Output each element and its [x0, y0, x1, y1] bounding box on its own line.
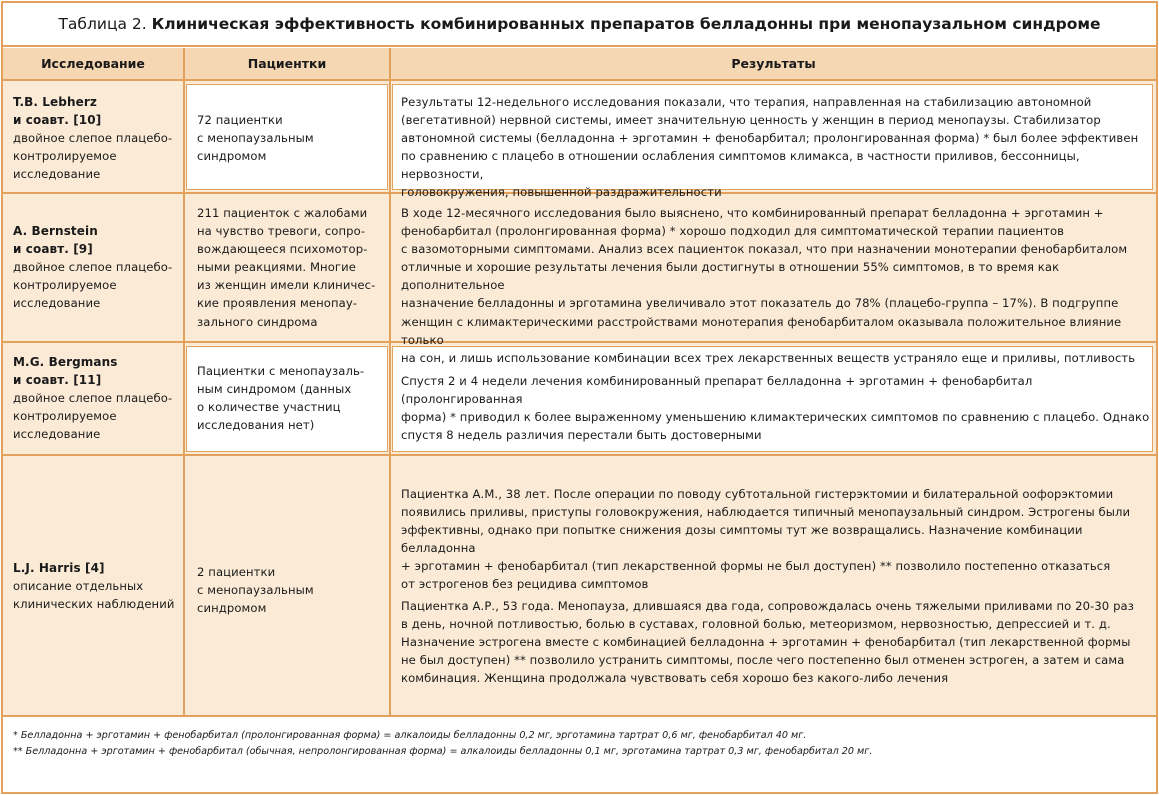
results-cell: В ходе 12-месячного исследования было выяснено, что комбинированный препарат белладонна + эрготамин + фенобарбитал (пролонгированная форма) * хорошо подходил для симптоматической терапии пациентов с вазомоторными симптомами. Анализ всех пациенток показал, что при назначении монотерапии фенобарбиталом отличные и хорошие результаты лечения были достигнуты в отношении 55% симптомов, в то время как дополнительное назначение белладонны и эрготамина увеличивало этот показатель до 78% (плацебо-группа – 17%). В подгруппе женщин с климактерическими расстройствами монотерапия фенобарбиталом оказывала положительное влияние только на сон, и лишь использование комбинации всех трех лекарственных веществ устраняло еще и приливы, потливость	[401, 206, 1136, 365]
study-name: M.G. Bergmans и соавт. [11]	[13, 355, 118, 388]
study-type: двойное слепое плацебо- контролируемое исследование	[13, 391, 173, 442]
column-divider	[389, 48, 391, 715]
footnote: * Белладонна + эрготамин + фенобарбитал (пролонгированная форма) = алкалоиды белладонны 0,2 мг, эрготамина тартрат 0,6 мг, фенобарбитал 40 мг.	[13, 730, 807, 741]
header-results: Результаты	[731, 56, 816, 71]
study-cell	[13, 353, 181, 443]
results-cell: Пациентка А.М., 38 лет. После операции по поводу субтотальной гистерэктомии и билатеральной оофорэктомии появились приливы, приступы головокружения, наблюдается типичный менопаузальный синдром. Эстрогены были эффективны, однако при попытке снижения дозы симптомы тут же возвращались. Назначение комбинации белладонна + эрготамин + фенобарбитал (тип лекарственной формы не был доступен) ** позволило постепенно отказаться от эстрогенов без рецидива симптомов	[401, 487, 1131, 592]
patients-cell: 72 пациентки с менопаузальным синдромом	[197, 113, 314, 164]
study-type: двойное слепое плацебо- контролируемое исследование	[13, 260, 173, 311]
table-caption	[3, 3, 1156, 45]
study-name: L.J. Harris [4]	[13, 561, 105, 575]
results-cell-second: Пациентка А.Р., 53 года. Менопауза, длившаяся два года, сопровождалась очень тяжелыми приливами по 20-30 раз в день, ночной потливостью, болью в суставах, головной болью, метеоризмом, нервозностью, депрессией и т. д. Назначение эстрогена вместе с комбинацией белладонна + эрготамин + фенобарбитал (тип лекарственной формы не был доступен) ** позволило устранить симптомы, после чего постепенно был отменен эстроген, а затем и сама комбинация. Женщина продолжала чувствовать себя хорошо без какого-либо лечения	[401, 599, 1135, 686]
divider	[3, 715, 1156, 717]
footnote: ** Белладонна + эрготамин + фенобарбитал (обычная, непролонгированная форма) = алкалоиды белладонны 0,1 мг, эрготамина тартрат 0,3 мг, фенобарбитал 20 мг.	[13, 746, 873, 757]
study-type: двойное слепое плацебо- контролируемое исследование	[13, 131, 173, 182]
header-study: Исследование	[41, 56, 145, 71]
caption-title: Клиническая эффективность комбинированных препаратов белладонны при менопаузальном синдроме	[151, 15, 1101, 33]
study-cell	[13, 222, 181, 312]
study-cell	[13, 559, 181, 613]
study-name: T.B. Lebherz и соавт. [10]	[13, 95, 102, 128]
table-header-row	[3, 48, 1156, 79]
results-cell: Результаты 12-недельного исследования показали, что терапия, направленная на стабилизацию автономной (вегетативной) нервной системы, имеет значительную ценность у женщин в период менопаузы. Стабилизатор автономной системы (белладонна + эрготамин + фенобарбитал; пролонгированная форма) * был более эффективен по сравнению с плацебо в отношении ослабления симптомов климакса, в частности приливов, бессонницы, нервозности, головокружения, повышенной раздражительности	[401, 95, 1139, 200]
patients-cell: 211 пациенток с жалобами на чувство тревоги, сопро- вождающееся психомотор- ными реакциями. Многие из женщин имели клиничес- кие проявления менопау- зального синдрома	[197, 206, 376, 329]
study-cell	[13, 93, 181, 183]
column-divider	[183, 48, 185, 715]
study-name: A. Bernstein и соавт. [9]	[13, 224, 98, 257]
header-patients: Пациентки	[247, 56, 327, 71]
patients-cell: Пациентки с менопаузаль- ным синдромом (данных о количестве участниц исследования нет)	[197, 364, 365, 433]
patients-cell: 2 пациентки с менопаузальным синдромом	[197, 565, 314, 616]
results-cell: Спустя 2 и 4 недели лечения комбинированный препарат белладонна + эрготамин + фенобарбитал (пролонгированная форма) * приводил к более выраженному уменьшению климактерических симптомов по сравнению с плацебо. Однако спустя 8 недель различия перестали быть достоверными	[401, 374, 1150, 443]
study-type: описание отдельных клинических наблюдений	[13, 579, 175, 612]
divider	[3, 45, 1156, 47]
table-frame	[1, 1, 1158, 794]
caption-prefix: Таблица 2.	[58, 15, 152, 33]
